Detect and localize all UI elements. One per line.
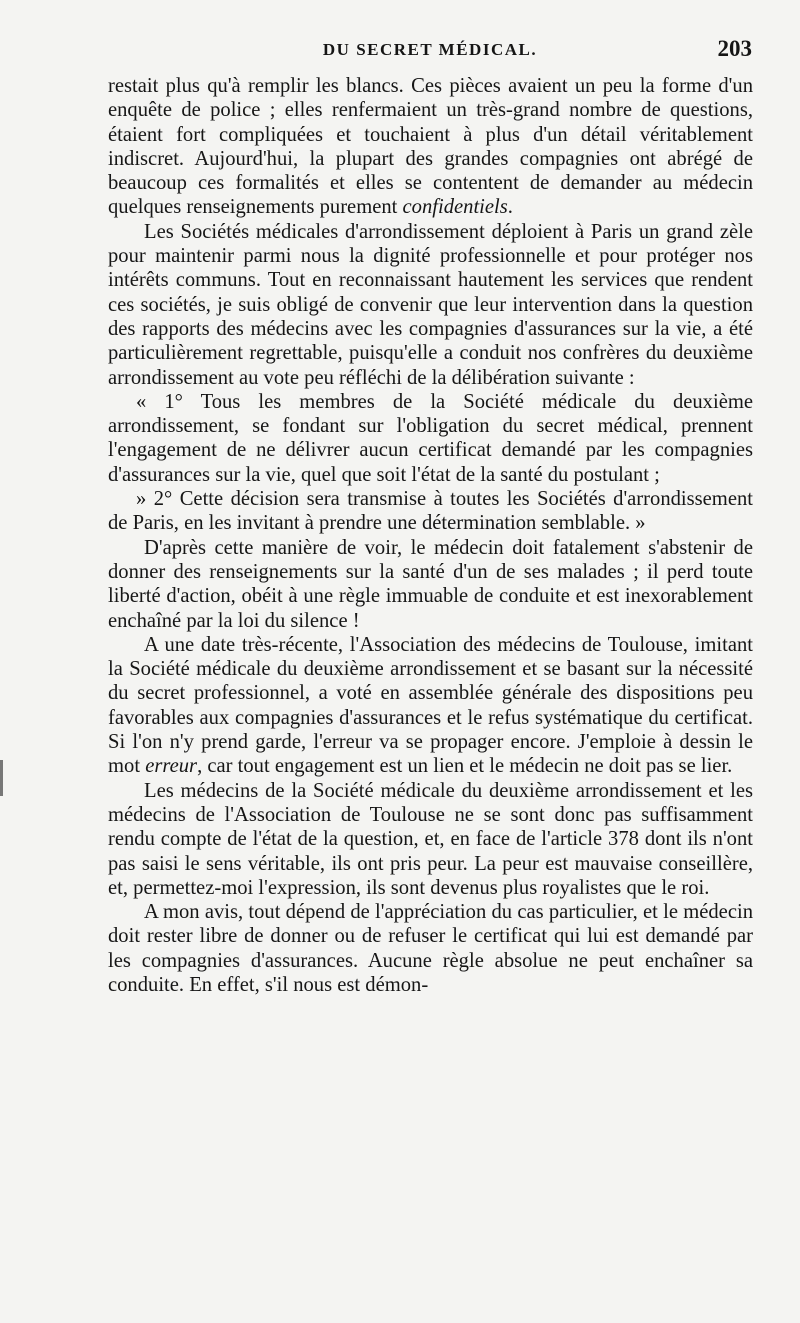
italic-word-erreur: erreur [145, 755, 198, 778]
page-body [108, 74, 753, 997]
paragraph-4-text: A une date très-récente, l'Association des médecins de Toulouse, imitant la Société médicale du deuxième arrondissement et se basant sur la nécessité du secret professionnel, a voté en assemblée générale des dispositions peu favorables aux compagnies d'assurances et le refus systématique du certificat. Si l'on n'y prend garde, l'erreur va se propager encore. J'emploie à dessin le mot [108, 633, 753, 778]
page-header [108, 36, 752, 64]
paragraph-1-text: restait plus qu'à remplir les blancs. Ces pièces avaient un peu la forme d'un enquête de police ; elles renfermaient un très-grand nombre de questions, étaient fort compliquées et touchaient à plus d'un détail véritablement indiscret. Aujourd'hui, la plupart des grandes compagnies ont abrégé de beaucoup ces formalités et elles se contentent de demander au médecin quelques renseignements purement [108, 75, 753, 219]
paragraph-5: Les médecins de la Société médicale du deuxième arrondissement et les médecins de l'Association de Toulouse ne se sont donc pas suffisamment rendu compte de l'état de la question, et, en face de l'article 378 dont ils n'ont pas saisi le sens véritable, ils ont pris peur. La peur est mauvaise conseillère, et, permettez-moi l'expression, ils sont devenus plus royalistes que le roi. [108, 779, 753, 899]
quote-item-2: » 2° Cette décision sera transmise à toutes les Sociétés d'arrondissement de Paris, en les invitant à prendre une détermination semblable. » [108, 488, 753, 535]
page-number: 203 [717, 36, 752, 61]
paragraph-4 [108, 633, 753, 779]
paragraph-3: D'après cette manière de voir, le médecin doit fatalement s'abstenir de donner des renseignements sur la santé d'un de ses malades ; il perd toute liberté d'action, obéit à une règle immuable de conduite et est inexorablement enchaîné par la loi du silence ! [108, 536, 753, 632]
paragraph-6: A mon avis, tout dépend de l'appréciation du cas particulier, et le médecin doit rester libre de donner ou de refuser le certificat qui lui est demandé par les compagnies d'assurances. Aucune règle absolue ne peut enchaîner sa conduite. En effet, s'il nous est démon- [108, 901, 753, 996]
paragraph-2: Les Sociétés médicales d'arrondissement déploient à Paris un grand zèle pour maintenir parmi nous la dignité professionnelle et pour protéger nos intérêts communs. Tout en reconnaissant hautement les services que rendent ces sociétés, je suis obligé de convenir que leur intervention dans la question des rapports des médecins avec les compagnies d'assurances sur la vie, a été particulièrement regrettable, puisqu'elle a conduit nos confrères du deuxième arrondissement au vote peu réfléchi de la délibération suivante : [108, 220, 753, 389]
paragraph-4-tail: , car tout engagement est un lien et le médecin ne doit pas se lier. [197, 755, 733, 778]
paragraph-1-end: . [507, 196, 513, 219]
paragraph-1 [108, 74, 753, 220]
quote-item-1: « 1° Tous les membres de la Société médicale du deuxième arrondissement, se fondant sur l'obligation du secret médical, prennent l'engagement de ne délivrer aucun certificat demandé par les compagnies d'assurances sur la vie, quel que soit l'état de la santé du postulant ; [108, 390, 753, 486]
running-head: DU SECRET MÉDICAL. [322, 40, 538, 59]
italic-word-confidentiels: confidentiels [402, 196, 508, 219]
binding-edge-mark [0, 760, 3, 796]
